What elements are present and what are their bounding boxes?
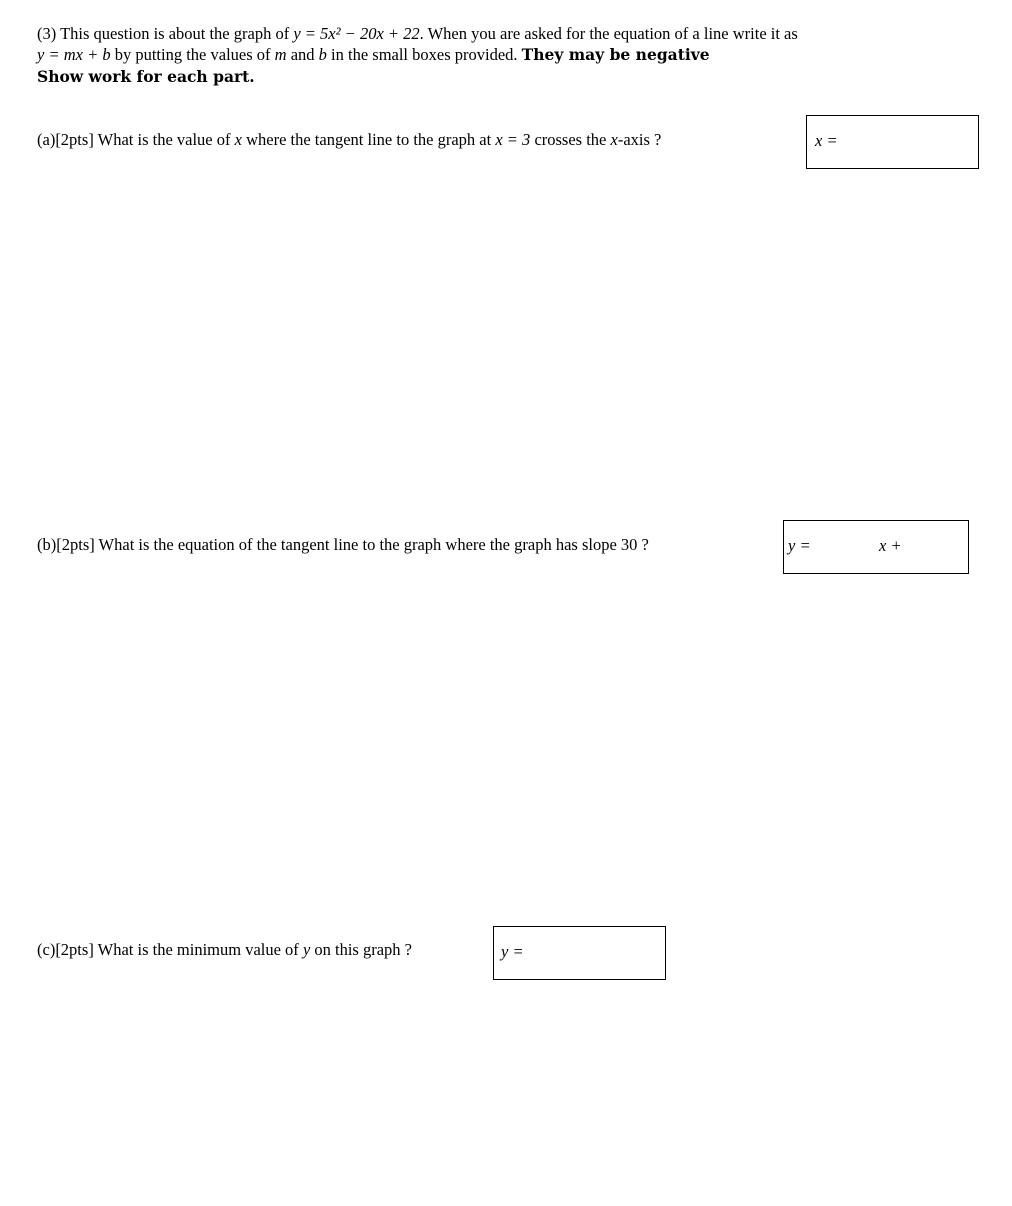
intro-line-1 bbox=[37, 24, 798, 44]
intro-text: and bbox=[286, 45, 319, 64]
var-x: x bbox=[234, 130, 242, 149]
intro-text: in the small boxes provided. bbox=[326, 45, 522, 64]
question-c bbox=[37, 940, 412, 960]
show-work-note: Show work for each part. bbox=[37, 67, 255, 86]
intro-line-2 bbox=[37, 45, 710, 65]
question-a-text: -axis ? bbox=[617, 130, 662, 149]
question-b: (b)[2pts] What is the equation of the tangent line to the graph where the graph has slope 30 ? bbox=[37, 535, 649, 554]
question-a-text: (a)[2pts] What is the value of bbox=[37, 130, 235, 149]
question-a-text: where the tangent line to the graph at bbox=[241, 130, 496, 149]
answer-c-label: y = bbox=[501, 942, 524, 961]
answer-box-a[interactable] bbox=[806, 115, 979, 169]
question-a bbox=[37, 130, 661, 150]
intro-text: by putting the values of bbox=[110, 45, 275, 64]
answer-b-label-x: x + bbox=[879, 536, 902, 555]
intro-text: (3) This question is about the graph of bbox=[37, 24, 294, 43]
intro-text: . When you are asked for the equation of a line write it as bbox=[419, 24, 798, 43]
question-c-text: (c)[2pts] What is the minimum value of bbox=[37, 940, 303, 959]
var-y: y bbox=[302, 940, 311, 959]
line-form-equation: y = mx + b bbox=[37, 45, 111, 64]
var-b: b bbox=[318, 45, 327, 64]
negative-note: They may be negative bbox=[521, 45, 710, 64]
question-a-text: crosses the bbox=[530, 130, 611, 149]
answer-box-c[interactable] bbox=[493, 926, 666, 980]
function-equation: y = 5x² − 20x + 22 bbox=[293, 24, 420, 43]
question-c-text: on this graph ? bbox=[310, 940, 412, 959]
answer-a-label: x = bbox=[815, 131, 838, 150]
answer-box-b[interactable] bbox=[783, 520, 969, 574]
x-equals-3: x = 3 bbox=[495, 130, 531, 149]
var-x: x bbox=[610, 130, 618, 149]
var-m: m bbox=[274, 45, 287, 64]
answer-b-label-y: y = bbox=[788, 536, 811, 555]
